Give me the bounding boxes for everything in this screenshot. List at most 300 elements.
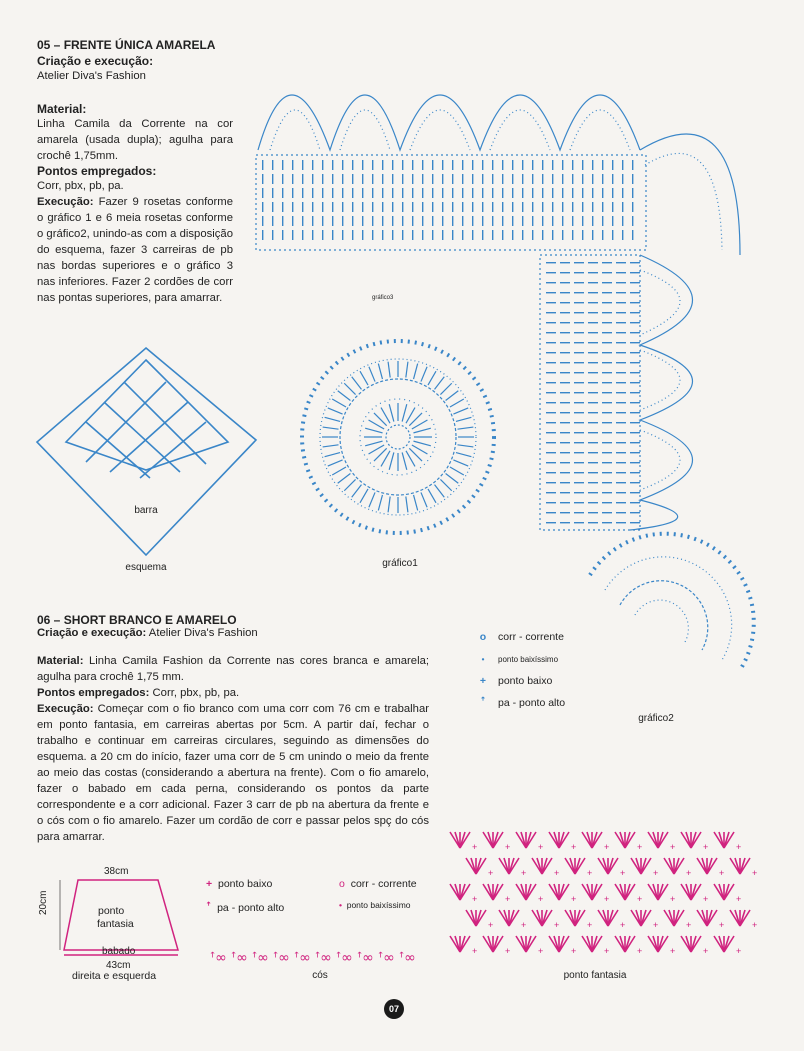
page-number-text: 07 xyxy=(388,1004,399,1014)
legend1-text: pa - ponto alto xyxy=(498,697,566,709)
fan-stitch xyxy=(730,910,750,926)
stitch-mark xyxy=(572,188,573,198)
stitch-mark xyxy=(560,442,570,443)
legend2-pbx xyxy=(339,900,411,910)
stitch-mark xyxy=(452,174,453,184)
stitch-mark xyxy=(352,216,353,226)
stitch-mark xyxy=(574,492,584,493)
stitch-mark xyxy=(546,302,556,303)
stitch-mark xyxy=(588,402,598,403)
stitch-mark xyxy=(582,230,583,240)
stitch-mark xyxy=(632,202,633,212)
shorts-top-measure: 38cm xyxy=(104,866,129,877)
stitch-mark xyxy=(574,362,584,363)
plus-mark: + xyxy=(653,920,659,930)
stitch-mark xyxy=(574,472,584,473)
sec05-block xyxy=(37,38,233,306)
plus-mark: + xyxy=(752,868,758,878)
stitch-mark xyxy=(502,216,503,226)
stitch-mark xyxy=(602,482,612,483)
stitch-mark xyxy=(292,160,293,170)
stitch-mark xyxy=(552,216,553,226)
stitch-mark xyxy=(630,332,640,333)
fan-stitch xyxy=(697,910,717,926)
stitch-mark xyxy=(630,482,640,483)
stitch-mark xyxy=(546,322,556,323)
plus-mark: + xyxy=(686,868,692,878)
stitch-mark xyxy=(546,462,556,463)
stitch-mark xyxy=(574,302,584,303)
stitch-mark xyxy=(532,202,533,212)
stitch-mark xyxy=(365,428,382,433)
stitch-mark xyxy=(546,262,556,263)
fan-stitch xyxy=(714,936,734,952)
stitch-mark xyxy=(532,230,533,240)
stitch-mark xyxy=(588,342,598,343)
stitch-mark xyxy=(602,412,612,413)
stitch-mark xyxy=(262,230,263,240)
fan-stitch xyxy=(450,884,470,900)
stitch-mark xyxy=(630,262,640,263)
shorts-center-label-2: fantasia xyxy=(97,918,134,930)
stitch-mark xyxy=(462,202,463,212)
stitch-mark xyxy=(572,230,573,240)
stitch-mark xyxy=(602,512,612,513)
plus-mark: + xyxy=(670,842,676,852)
fan-stitch xyxy=(648,884,668,900)
stitch-mark xyxy=(574,422,584,423)
stitch-mark xyxy=(616,312,626,313)
stitch-mark xyxy=(588,512,598,513)
stitch-mark xyxy=(560,402,570,403)
stitch-mark xyxy=(560,362,570,363)
stitch-mark xyxy=(532,174,533,184)
stitch-mark xyxy=(532,160,533,170)
stitch-mark xyxy=(616,402,626,403)
stitch-mark xyxy=(462,160,463,170)
plus-mark: + xyxy=(736,946,742,956)
stitch-mark xyxy=(362,188,363,198)
stitch-mark xyxy=(546,382,556,383)
stitch-mark xyxy=(440,479,451,490)
stitch-mark xyxy=(432,202,433,212)
stitch-mark xyxy=(472,216,473,226)
stitch-mark xyxy=(546,332,556,333)
stitch-mark xyxy=(562,216,563,226)
stitch-mark xyxy=(574,402,584,403)
stitch-mark xyxy=(588,412,598,413)
stitch-mark xyxy=(422,202,423,212)
stitch-mark xyxy=(588,332,598,333)
sec05-execucao-text: Fazer 9 rosetas conforme o gráfico 1 e 6 meia rosetas conforme o gráfico2, unindo-as com a disposição do esquema, fazer 3 carreiras de pb nas bordas superiores e o gráfico 3 nas inferiores. Fazer 2 cordões de corr nas pontas superiores, para amarrar. xyxy=(37,196,233,304)
cos-stitch: ꜛ∞ xyxy=(336,950,353,966)
stitch-mark xyxy=(392,188,393,198)
stitch-mark xyxy=(282,202,283,212)
stitch-mark xyxy=(452,216,453,226)
stitch-mark xyxy=(452,230,453,240)
stitch-mark xyxy=(602,282,612,283)
stitch-mark xyxy=(292,230,293,240)
stitch-mark xyxy=(482,216,483,226)
stitch-mark xyxy=(453,408,468,414)
stitch-mark xyxy=(602,292,612,293)
stitch-mark xyxy=(574,372,584,373)
stitch-mark xyxy=(560,462,570,463)
fan-stitch xyxy=(516,832,536,848)
stitch-mark xyxy=(432,188,433,198)
sec06-material-label: Material: xyxy=(37,655,84,667)
stitch-mark xyxy=(630,362,640,363)
stitch-mark xyxy=(588,372,598,373)
stitch-mark xyxy=(502,160,503,170)
legend2-corr-text: corr - corrente xyxy=(350,878,417,890)
stitch-mark xyxy=(542,202,543,212)
fan-stitch xyxy=(664,858,684,874)
stitch-mark xyxy=(512,188,513,198)
barra-label: barra xyxy=(134,505,158,516)
stitch-mark xyxy=(492,188,493,198)
stitch-mark xyxy=(382,230,383,240)
stitch-mark xyxy=(588,272,598,273)
stitch-mark xyxy=(582,216,583,226)
fan-stitch xyxy=(681,832,701,848)
stitch-mark xyxy=(282,188,283,198)
stitch-mark xyxy=(406,496,408,512)
stitch-mark xyxy=(512,174,513,184)
stitch-mark xyxy=(602,302,612,303)
stitch-mark xyxy=(616,452,626,453)
sec05-material-text: Linha Camila da Corrente na cor amarela (usada dupla); agulha para crochê 1,75mm. xyxy=(37,118,233,162)
plus-mark: + xyxy=(587,920,593,930)
stitch-mark xyxy=(482,174,483,184)
dot-icon: • xyxy=(339,900,342,910)
stitch-mark xyxy=(552,174,553,184)
stitch-mark xyxy=(522,174,523,184)
fan-stitch xyxy=(499,910,519,926)
stitch-mark xyxy=(262,160,263,170)
plus-mark: + xyxy=(736,842,742,852)
cos-stitch: ꜛ∞ xyxy=(210,950,227,966)
stitch-mark xyxy=(312,216,313,226)
stitch-mark xyxy=(402,174,403,184)
stitch-mark xyxy=(392,202,393,212)
stitch-mark xyxy=(432,174,433,184)
stitch-mark xyxy=(574,352,584,353)
stitch-mark xyxy=(630,452,640,453)
stitch-mark xyxy=(588,462,598,463)
sec05-title: 05 – FRENTE ÚNICA AMARELA xyxy=(37,38,216,52)
stitch-mark xyxy=(546,392,556,393)
stitch-mark xyxy=(542,160,543,170)
sec05-pontos-label: Pontos empregados: xyxy=(37,164,157,178)
stitch-mark xyxy=(362,202,363,212)
stitch-mark xyxy=(325,417,340,421)
stitch-mark xyxy=(588,292,598,293)
stitch-mark xyxy=(616,512,626,513)
stitch-mark xyxy=(440,383,451,394)
stitch-mark xyxy=(616,262,626,263)
stitch-mark xyxy=(512,202,513,212)
stitch-mark xyxy=(602,230,603,240)
stitch-mark xyxy=(352,485,362,498)
stitch-mark xyxy=(602,382,612,383)
stitch-mark xyxy=(352,188,353,198)
stitch-mark xyxy=(413,428,430,433)
fan-stitch xyxy=(466,910,486,926)
legend1-row xyxy=(476,692,616,714)
stitch-mark xyxy=(389,452,394,469)
stitch-mark xyxy=(616,272,626,273)
stitch-mark xyxy=(546,502,556,503)
stitch-mark xyxy=(442,160,443,170)
stitch-mark xyxy=(592,188,593,198)
stitch-mark xyxy=(372,188,373,198)
stitch-mark xyxy=(472,160,473,170)
stitch-mark xyxy=(344,383,355,394)
stitch-mark xyxy=(482,202,483,212)
cos-stitch: ꜛ∞ xyxy=(273,950,290,966)
sec05-execucao xyxy=(37,194,233,306)
sec06-pontos-label: Pontos empregados: xyxy=(37,687,150,699)
plus-mark: + xyxy=(703,894,709,904)
stitch-mark xyxy=(512,230,513,240)
stitch-mark xyxy=(574,452,584,453)
stitch-mark xyxy=(462,230,463,240)
fan-stitch xyxy=(615,884,635,900)
fan-stitch xyxy=(549,936,569,952)
plus-mark: + xyxy=(505,946,511,956)
stitch-mark xyxy=(546,342,556,343)
plus-mark: + xyxy=(686,920,692,930)
stitch-mark xyxy=(602,452,612,453)
plus-mark: + xyxy=(571,894,577,904)
stitch-mark xyxy=(602,522,612,523)
fan-stitch xyxy=(532,910,552,926)
stitch-mark xyxy=(502,230,503,240)
stitch-mark xyxy=(602,372,612,373)
stitch-mark xyxy=(602,202,603,212)
stitch-mark xyxy=(412,216,413,226)
stitch-mark xyxy=(412,445,428,454)
stitch-mark xyxy=(372,174,373,184)
stitch-mark xyxy=(616,472,626,473)
stitch-mark xyxy=(546,522,556,523)
stitch-mark xyxy=(560,482,570,483)
fan-stitch xyxy=(714,884,734,900)
plus-mark: + xyxy=(472,946,478,956)
stitch-mark xyxy=(362,216,363,226)
stitch-mark xyxy=(542,230,543,240)
fan-stitch xyxy=(582,832,602,848)
fan-stitch xyxy=(714,832,734,848)
plus-mark: + xyxy=(637,894,643,904)
stitch-mark xyxy=(546,442,556,443)
stitch-mark xyxy=(632,230,633,240)
stitch-mark xyxy=(572,216,573,226)
slip-stitch-icon: • xyxy=(481,654,485,664)
stitch-mark xyxy=(560,412,570,413)
sec06-material xyxy=(37,653,429,685)
stitch-mark xyxy=(522,230,523,240)
stitch-mark xyxy=(574,262,584,263)
stitch-mark xyxy=(560,272,570,273)
stitch-mark xyxy=(622,174,623,184)
stitch-mark xyxy=(369,492,375,507)
sec06-material-text: Linha Camila Fashion da Corrente nas cores branca e amarela; agulha para crochê 1,75 mm. xyxy=(37,655,429,683)
stitch-mark xyxy=(452,160,453,170)
stitch-mark xyxy=(592,216,593,226)
stitch-mark xyxy=(412,174,413,184)
stitch-mark xyxy=(574,502,584,503)
stitch-mark xyxy=(262,216,263,226)
stitch-mark xyxy=(546,422,556,423)
stitch-mark xyxy=(352,230,353,240)
stitch-mark xyxy=(332,174,333,184)
sec06-credit-label: Criação e execução: xyxy=(37,627,147,639)
stitch-mark xyxy=(382,216,383,226)
sec06-pontos-text: Corr, pbx, pb, pa. xyxy=(152,687,240,699)
stitch-mark xyxy=(602,432,612,433)
plus-mark: + xyxy=(719,868,725,878)
stitch-mark xyxy=(402,202,403,212)
stitch-mark xyxy=(328,460,343,466)
shorts-caption: direita e esquerda xyxy=(72,970,157,982)
stitch-mark xyxy=(374,413,387,426)
stitch-mark xyxy=(630,422,640,423)
stitch-mark xyxy=(546,282,556,283)
stitch-mark xyxy=(482,230,483,240)
stitch-mark xyxy=(272,216,273,226)
stitch-mark xyxy=(372,160,373,170)
stitch-mark xyxy=(616,482,626,483)
stitch-mark xyxy=(312,160,313,170)
stitch-mark xyxy=(512,216,513,226)
stitch-mark xyxy=(369,420,385,429)
stitch-mark xyxy=(616,462,626,463)
sec05-pontos-text: Corr, pbx, pb, pa. xyxy=(37,180,124,192)
stitch-mark xyxy=(392,174,393,184)
stitch-mark xyxy=(409,413,422,426)
stitch-mark xyxy=(412,160,413,170)
stitch-mark xyxy=(622,160,623,170)
stitch-mark xyxy=(574,332,584,333)
stitch-mark xyxy=(560,282,570,283)
chain-icon: o xyxy=(479,631,487,643)
stitch-mark xyxy=(574,482,584,483)
stitch-mark xyxy=(342,216,343,226)
sec05-execucao-label: Execução: xyxy=(37,196,94,208)
stitch-mark xyxy=(616,382,626,383)
stitch-mark xyxy=(546,372,556,373)
stitch-mark xyxy=(282,160,283,170)
stitch-mark xyxy=(442,230,443,240)
fan-stitch xyxy=(648,832,668,848)
legend1-text: corr - corrente xyxy=(498,631,564,643)
stitch-mark xyxy=(452,188,453,198)
stitch-mark xyxy=(323,445,339,447)
stitch-mark xyxy=(574,392,584,393)
fan-stitch xyxy=(598,910,618,926)
grafico1-label: gráfico1 xyxy=(382,558,418,569)
stitch-mark xyxy=(612,188,613,198)
stitch-mark xyxy=(462,216,463,226)
stitch-mark xyxy=(292,188,293,198)
legend2-pbx-text: ponto baixíssimo xyxy=(346,900,411,910)
stitch-mark xyxy=(630,372,640,373)
stitch-mark xyxy=(588,302,598,303)
stitch-mark xyxy=(588,522,598,523)
plus-mark: + xyxy=(505,894,511,904)
stitch-mark xyxy=(492,230,493,240)
stitch-mark xyxy=(362,174,363,184)
stitch-mark xyxy=(414,364,418,379)
stitch-mark xyxy=(435,485,445,498)
plus-mark: + xyxy=(521,868,527,878)
stitch-mark xyxy=(546,482,556,483)
stitch-mark xyxy=(369,445,385,454)
stitch-mark xyxy=(630,352,640,353)
stitch-mark xyxy=(382,160,383,170)
stitch-mark xyxy=(560,422,570,423)
plus-mark: + xyxy=(505,842,511,852)
stitch-mark xyxy=(452,202,453,212)
stitch-mark xyxy=(560,432,570,433)
stitch-mark xyxy=(588,492,598,493)
sec06-execucao xyxy=(37,701,429,845)
legend2-pa-text: pa - ponto alto xyxy=(217,902,285,914)
stitch-mark xyxy=(622,188,623,198)
stitch-mark xyxy=(412,420,428,429)
stitch-mark xyxy=(262,174,263,184)
stitch-mark xyxy=(616,362,626,363)
stitch-mark xyxy=(552,230,553,240)
legend2-pb xyxy=(206,878,272,890)
stitch-mark xyxy=(574,442,584,443)
stitch-mark xyxy=(522,216,523,226)
stitch-mark xyxy=(602,322,612,323)
stitch-mark xyxy=(602,188,603,198)
plus-mark: + xyxy=(703,946,709,956)
stitch-mark xyxy=(432,230,433,240)
plus-mark: + xyxy=(554,868,560,878)
stitch-mark xyxy=(372,216,373,226)
fan-stitch xyxy=(648,936,668,952)
fan-stitch xyxy=(499,858,519,874)
grafico3-label: gráfico3 xyxy=(372,295,394,301)
cos-stitch: ꜛ∞ xyxy=(378,950,395,966)
stitch-mark xyxy=(574,342,584,343)
stitch-mark xyxy=(572,160,573,170)
stitch-mark xyxy=(630,392,640,393)
stitch-mark xyxy=(422,230,423,240)
stitch-mark xyxy=(282,230,283,240)
stitch-mark xyxy=(546,272,556,273)
stitch-mark xyxy=(574,462,584,463)
stitch-mark xyxy=(582,202,583,212)
stitch-mark xyxy=(560,512,570,513)
stitch-mark xyxy=(442,174,443,184)
sec06-credit-value: Atelier Diva's Fashion xyxy=(148,627,258,639)
stitch-mark xyxy=(322,160,323,170)
sec06-execucao-text: Começar com o fio branco com uma corr com 76 cm e trabalhar em ponto fantasia, em carreiras abertas por 5cm. A partir daí, fechar o trabalho e continuar em carreiras circulares, seguindo as dimensões do esquema. a 20 cm do início, fazer uma corr de 5 cm unindo o meio da frente ao meio das costas (considerando a abertura na frente). Com o fio amarelo, fazer o babado em cada perna, considerando os pontos da parte correspondente e a corr adicional. Fazer 3 carr de pb na abertura da frente e o cós com o fio amarelo. Fazer um cordão de corr e passar pelos spç do cós para amarrar. xyxy=(37,703,429,843)
chain-icon: o xyxy=(339,878,345,890)
stitch-mark xyxy=(421,367,427,382)
plus-mark: + xyxy=(604,946,610,956)
legend2-pa xyxy=(206,902,284,914)
stitch-mark xyxy=(302,202,303,212)
fan-stitch xyxy=(664,910,684,926)
fan-stitch xyxy=(483,884,503,900)
